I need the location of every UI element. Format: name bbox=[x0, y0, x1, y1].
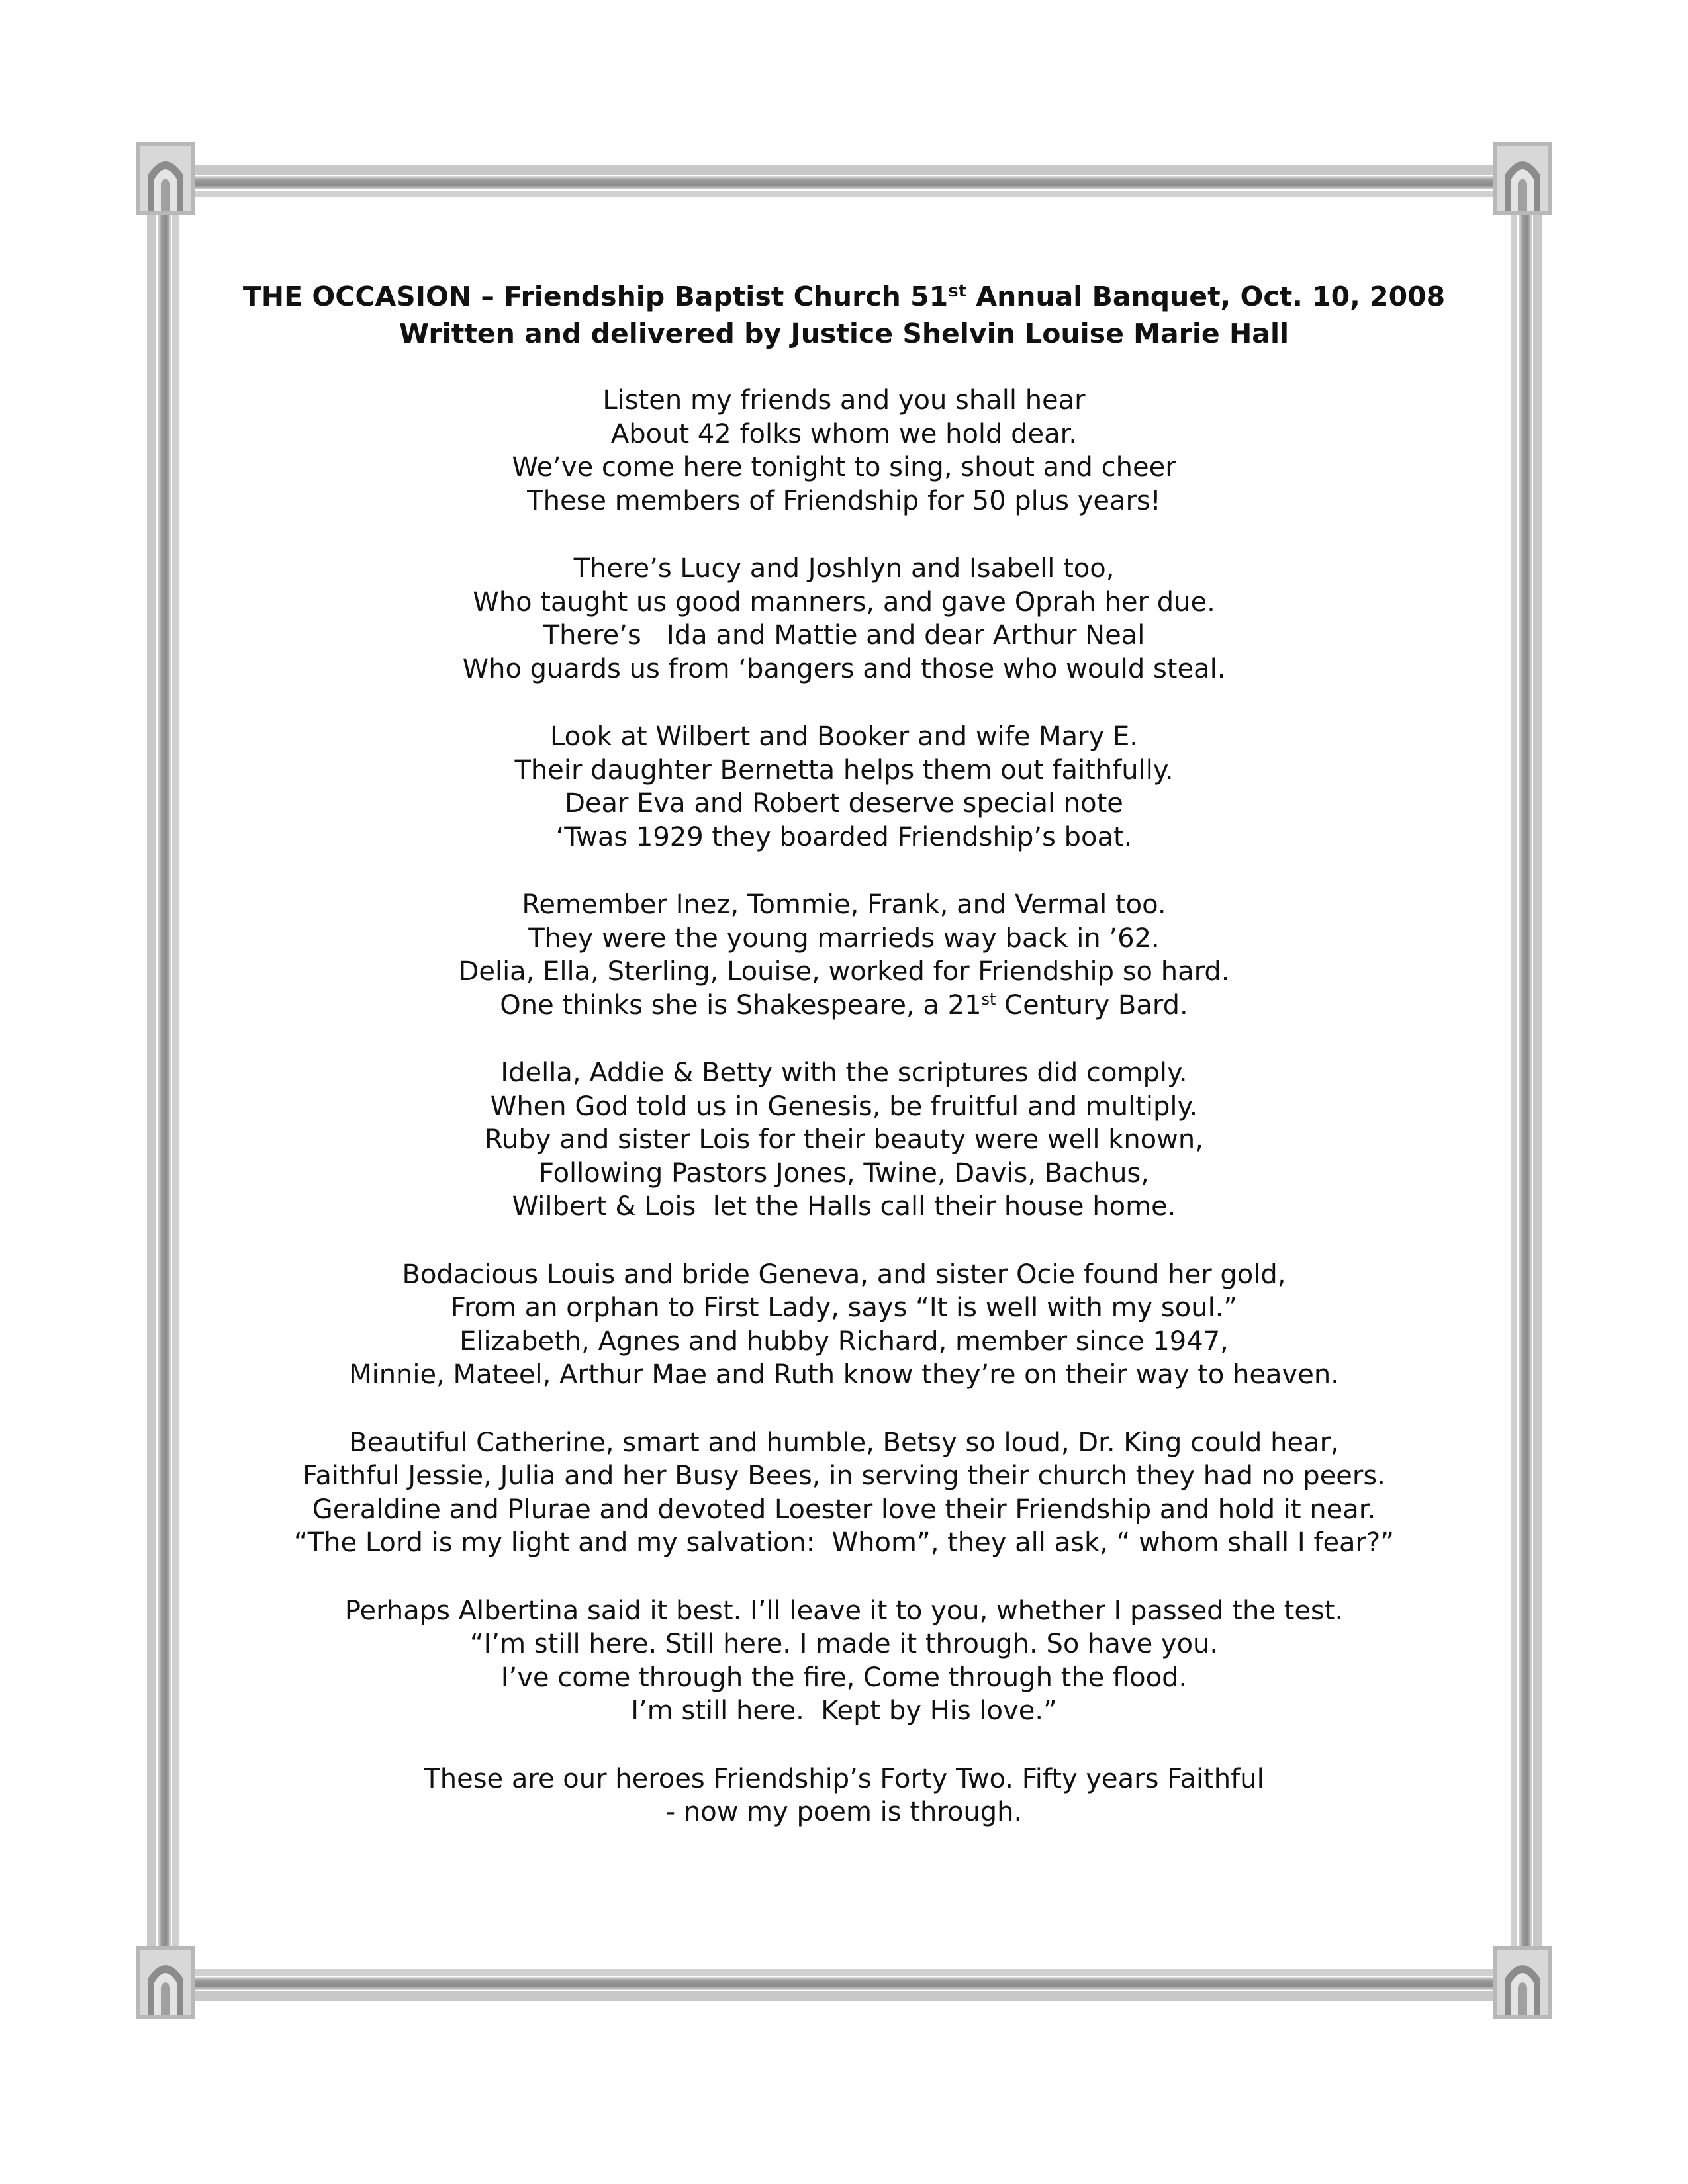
frame-right-bar bbox=[1511, 212, 1542, 1959]
poem-line: Who taught us good manners, and gave Oprah her due. bbox=[473, 586, 1215, 617]
corner-ornament-bottom-right bbox=[1493, 1946, 1552, 2019]
poem-line: Ruby and sister Lois for their beauty were well known, bbox=[485, 1124, 1203, 1155]
poem-line: Wilbert & Lois let the Halls call their house home. bbox=[512, 1191, 1176, 1222]
stanza bbox=[199, 384, 1489, 518]
poem-line: Look at Wilbert and Booker and wife Mary E. bbox=[550, 721, 1138, 752]
stanza bbox=[199, 1056, 1489, 1224]
byline: Written and delivered by Justice Shelvin Louise Marie Hall bbox=[399, 318, 1289, 349]
poem-line: Idella, Addie & Betty with the scriptures did comply. bbox=[500, 1058, 1188, 1088]
frame-left-bar bbox=[147, 212, 179, 1959]
stanza-spacer bbox=[199, 686, 1489, 720]
poem-line: We’ve come here tonight to sing, shout and cheer bbox=[512, 452, 1176, 482]
corner-ornament-top-right bbox=[1493, 142, 1552, 215]
poem-line-superscript: st bbox=[981, 989, 996, 1009]
poem-line: I’ve come through the fire, Come through the flood. bbox=[500, 1662, 1188, 1693]
poem-line: ‘Twas 1929 they boarded Friendship’s boat. bbox=[555, 821, 1133, 852]
poem-line: There’s Lucy and Joshlyn and Isabell too, bbox=[573, 553, 1115, 584]
stanza bbox=[199, 888, 1489, 1022]
poem-line: Bodacious Louis and bride Geneva, and sister Ocie found her gold, bbox=[402, 1259, 1286, 1290]
stanza-spacer bbox=[199, 1728, 1489, 1762]
stanza bbox=[199, 1762, 1489, 1829]
title-prefix: THE OCCASION – Friendship Baptist Church 51 bbox=[242, 281, 949, 312]
page-title bbox=[199, 278, 1489, 315]
stanza bbox=[199, 1258, 1489, 1392]
frame-top-bar bbox=[165, 165, 1523, 197]
poem-line: Following Pastors Jones, Twine, Davis, Bachus, bbox=[539, 1158, 1149, 1189]
poem-line: Faithful Jessie, Julia and her Busy Bees, in serving their church they had no peers. bbox=[303, 1461, 1385, 1491]
poem-stanzas bbox=[199, 352, 1489, 1829]
poem-line: There’s Ida and Mattie and dear Arthur Neal bbox=[543, 620, 1145, 651]
poem-line: Dear Eva and Robert deserve special note bbox=[565, 788, 1123, 819]
stanza bbox=[199, 720, 1489, 854]
poem-line: I’m still here. Kept by His love.” bbox=[631, 1696, 1057, 1726]
stanza bbox=[199, 1594, 1489, 1728]
stanza-spacer bbox=[199, 1560, 1489, 1594]
poem-line: Who guards us from ‘bangers and those who would steal. bbox=[462, 653, 1226, 684]
stanza-spacer bbox=[199, 1392, 1489, 1426]
poem-line: From an orphan to First Lady, says “It is well with my soul.” bbox=[450, 1293, 1238, 1323]
poem-line: They were the young marrieds way back in ’62. bbox=[528, 923, 1160, 954]
poem-line: Beautiful Catherine, smart and humble, Betsy so loud, Dr. King could hear, bbox=[349, 1427, 1339, 1458]
poem-line: Perhaps Albertina said it best. I’ll leave it to you, whether I passed the test. bbox=[344, 1595, 1344, 1626]
poem-line: When God told us in Genesis, be fruitful and multiply. bbox=[490, 1091, 1198, 1122]
poem-line: - now my poem is through. bbox=[665, 1797, 1023, 1827]
stanza-spacer bbox=[199, 518, 1489, 552]
poem-line: Geraldine and Plurae and devoted Loester love their Friendship and hold it near. bbox=[312, 1494, 1376, 1525]
poem-line: Delia, Ella, Sterling, Louise, worked for Friendship so hard. bbox=[458, 956, 1230, 987]
poem-line: These members of Friendship for 50 plus years! bbox=[527, 485, 1161, 516]
corner-ornament-bottom-left bbox=[136, 1946, 195, 2019]
poem-line: “The Lord is my light and my salvation: Whom”, they all ask, “ whom shall I fear?” bbox=[294, 1527, 1394, 1558]
title-superscript: st bbox=[948, 281, 967, 301]
poem-line-suffix: Century Bard. bbox=[996, 989, 1188, 1021]
title-suffix: Annual Banquet, Oct. 10, 2008 bbox=[966, 281, 1446, 312]
poem-line: Listen my friends and you shall hear bbox=[602, 385, 1086, 416]
poem-line: “I’m still here. Still here. I made it through. So have you. bbox=[469, 1629, 1219, 1659]
stanza-spacer bbox=[199, 1224, 1489, 1258]
stanza-spacer bbox=[199, 1022, 1489, 1056]
poem-line-prefix: One thinks she is Shakespeare, a 21 bbox=[500, 989, 982, 1021]
poem-line: These are our heroes Friendship’s Forty Two. Fifty years Faithful bbox=[424, 1763, 1264, 1794]
frame-bottom-bar bbox=[165, 1969, 1523, 2001]
poem-line: Elizabeth, Agnes and hubby Richard, member since 1947, bbox=[459, 1326, 1229, 1357]
poem-line: Their daughter Bernetta helps them out faithfully. bbox=[514, 754, 1174, 786]
stanza bbox=[199, 552, 1489, 686]
poem-line bbox=[199, 989, 1489, 1023]
poem-line: About 42 folks whom we hold dear. bbox=[610, 418, 1078, 449]
corner-ornament-top-left bbox=[136, 142, 195, 215]
stanza-spacer bbox=[199, 352, 1489, 384]
poem-line: Minnie, Mateel, Arthur Mae and Ruth know they’re on their way to heaven. bbox=[349, 1359, 1339, 1390]
stanza bbox=[199, 1426, 1489, 1560]
poem-content bbox=[199, 278, 1489, 1829]
stanza-spacer bbox=[199, 854, 1489, 888]
poem-line: Remember Inez, Tommie, Frank, and Vermal too. bbox=[522, 889, 1166, 920]
